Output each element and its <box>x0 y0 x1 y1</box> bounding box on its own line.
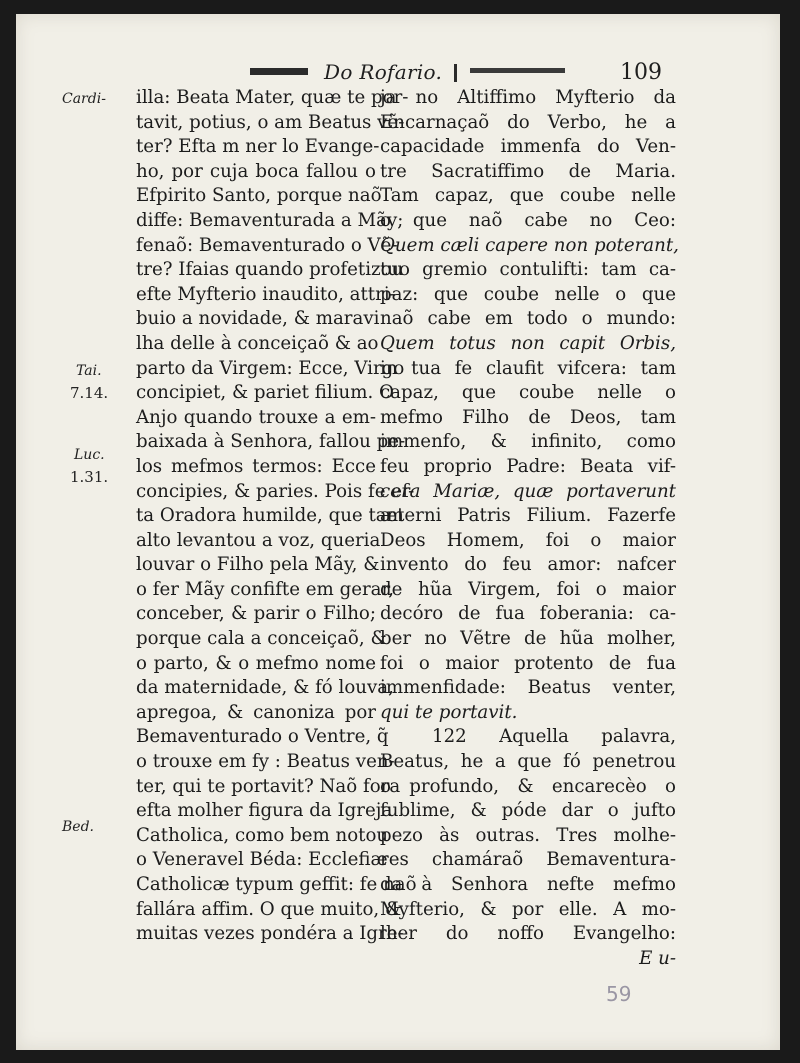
text-line: porque cala a conceiçaõ, & <box>136 628 387 650</box>
left-text-column <box>136 86 417 947</box>
text-line: parto da Virgem: Ecce, Virgo <box>136 357 405 379</box>
text-line: lha delle à conceiçaõ & ao <box>136 332 379 354</box>
text-line: mefmo Filho de Deos, tam <box>380 406 676 428</box>
text-line: capacidade immenfa do Ven- <box>380 136 676 158</box>
text-line: tavit, potius, o am Beatus vẽ- <box>136 111 405 133</box>
text-line: diffe: Bemaventurada a Mãy; <box>136 209 404 231</box>
margin-note: Tai. <box>76 363 102 379</box>
margin-note: Bed. <box>62 819 94 835</box>
margin-note: 1.31. <box>70 468 109 486</box>
text-line: fenaõ: Bemaventurado o Vẽ- <box>136 234 398 256</box>
text-line: buio a novidade, & maravi <box>136 308 380 330</box>
text-line: Tam capaz, que coube nelle <box>380 185 676 207</box>
text-line: los mefmos termos: Ecce <box>136 455 376 477</box>
text-line: o fer Mãy confifte em gerar, <box>136 578 394 600</box>
text-line: Quem cæli capere non poterant, <box>380 234 679 256</box>
text-line: foi o maior protento de fua <box>380 652 676 674</box>
text-line: naõ cabe em todo o mundo: <box>380 308 676 330</box>
text-line: o Veneravel Béda: Ecclefiæ <box>136 849 388 871</box>
right-text-column <box>380 86 679 971</box>
text-line: decóro de fua foberania: ca- <box>380 603 676 625</box>
text-line: louvar o Filho pela Mãy, & <box>136 554 380 576</box>
text-line: in tua fe claufit vifcera: tam <box>380 357 676 379</box>
text-line: tuo gremio contulifti: tam ca- <box>380 259 676 281</box>
text-line: qui te portavit. <box>380 701 518 723</box>
text-line: concipies, & paries. Pois fe ef- <box>136 480 415 502</box>
text-line: illa: Beata Mater, quæ te por- <box>136 87 409 108</box>
text-line: fallára affim. O que muito, & <box>136 898 402 920</box>
page-number: 109 <box>620 60 662 85</box>
text-line: Bemaventurado o Ventre, q̃ <box>136 726 389 748</box>
text-line: cera Mariæ, quæ portaverunt <box>380 480 676 502</box>
text-line: res chamáraõ Bemaventura- <box>380 849 676 871</box>
text-line: Quem totus non capit Orbis, <box>380 332 676 354</box>
text-line: ter? Efta m ner lo Evange- <box>136 136 380 158</box>
text-line: immenfo, & infinito, como <box>380 431 676 453</box>
text-line: conceber, & parir o Filho; <box>136 603 376 625</box>
ornament-rule-right <box>470 68 565 73</box>
text-line: ta Oradora humilde, que tam <box>136 505 404 527</box>
text-line: Efpirito Santo, porque naõ <box>136 185 382 207</box>
text-line: concipiet, & pariet filium. O <box>136 382 394 404</box>
text-line: da maternidade, & fó louva, <box>136 677 394 699</box>
text-line: apregoa, & canoniza por <box>136 701 376 723</box>
running-head-title: Do Rofario. <box>324 60 443 84</box>
text-line: de hũa Virgem, foi o maior <box>380 578 676 600</box>
ornament-bar <box>454 64 457 82</box>
text-line: ber no Vẽtre de hũa molher, <box>380 628 676 650</box>
text-line: efta molher figura da Igreja <box>136 800 393 822</box>
text-line: Catholicæ typum geffit: fe naõ <box>136 874 417 895</box>
text-line: o que naõ cabe no Ceo: <box>380 209 676 231</box>
text-line: alto levantou a voz, queria <box>136 529 381 551</box>
margin-note: 7.14. <box>70 384 109 402</box>
text-line: tre Sacratiffimo de Maria. <box>380 160 676 182</box>
text-line: ho, por cuja boca fallou o <box>136 160 376 182</box>
text-line: o profundo, & encarecèo o <box>380 775 676 797</box>
text-line: 122 Aquella palavra, <box>432 726 676 748</box>
text-line: invento do feu amor: nafcer <box>380 554 676 576</box>
text-line: pezo às outras. Tres molhe- <box>380 824 676 846</box>
text-line: Myfterio, & por elle. A mo- <box>380 898 676 920</box>
text-line: muitas vezes pondéra a Igre- <box>136 923 404 945</box>
running-head <box>250 62 550 86</box>
folio-number: 59 <box>606 982 632 1006</box>
text-line: æterni Patris Filium. Fazerfe <box>380 505 676 527</box>
text-line: capaz, que coube nelle o <box>380 382 676 404</box>
text-line: fublime, & póde dar o jufto <box>380 800 676 822</box>
text-line: ja no Altiffimo Myfterio da <box>380 87 676 108</box>
text-line: da à Senhora nefte mefmo <box>380 874 676 895</box>
text-line: tre? Ifaias quando profetizou <box>136 259 404 281</box>
text-line: Encarnaçaõ do Verbo, he a <box>380 111 676 133</box>
text-line: efte Myfterio inaudito, attri- <box>136 283 396 305</box>
text-line: feu proprio Padre: Beata vif- <box>380 455 676 477</box>
catchword: E u- <box>639 947 676 969</box>
text-line: Beatus, he a que fó penetrou <box>380 751 676 773</box>
text-line: baixada à Senhora, fallou pe- <box>136 431 406 453</box>
text-line: Catholica, como bem notou <box>136 824 389 846</box>
text-line: o parto, & o mefmo nome <box>136 652 376 674</box>
text-line: lher do noffo Evangelho: <box>380 923 676 945</box>
text-line: Deos Homem, foi o maior <box>380 529 676 551</box>
text-line: paz: que coube nelle o que <box>380 283 676 305</box>
text-line: o trouxe em fy : Beatus ven- <box>136 751 395 773</box>
text-line: ter, qui te portavit? Naõ fora <box>136 775 401 797</box>
text-line: immenfidade: Beatus venter, <box>380 677 676 699</box>
margin-note: Cardi- <box>62 91 106 107</box>
text-line: Anjo quando trouxe a em- <box>136 406 376 428</box>
ornament-rule-left <box>250 68 308 75</box>
margin-note: Luc. <box>74 447 105 463</box>
